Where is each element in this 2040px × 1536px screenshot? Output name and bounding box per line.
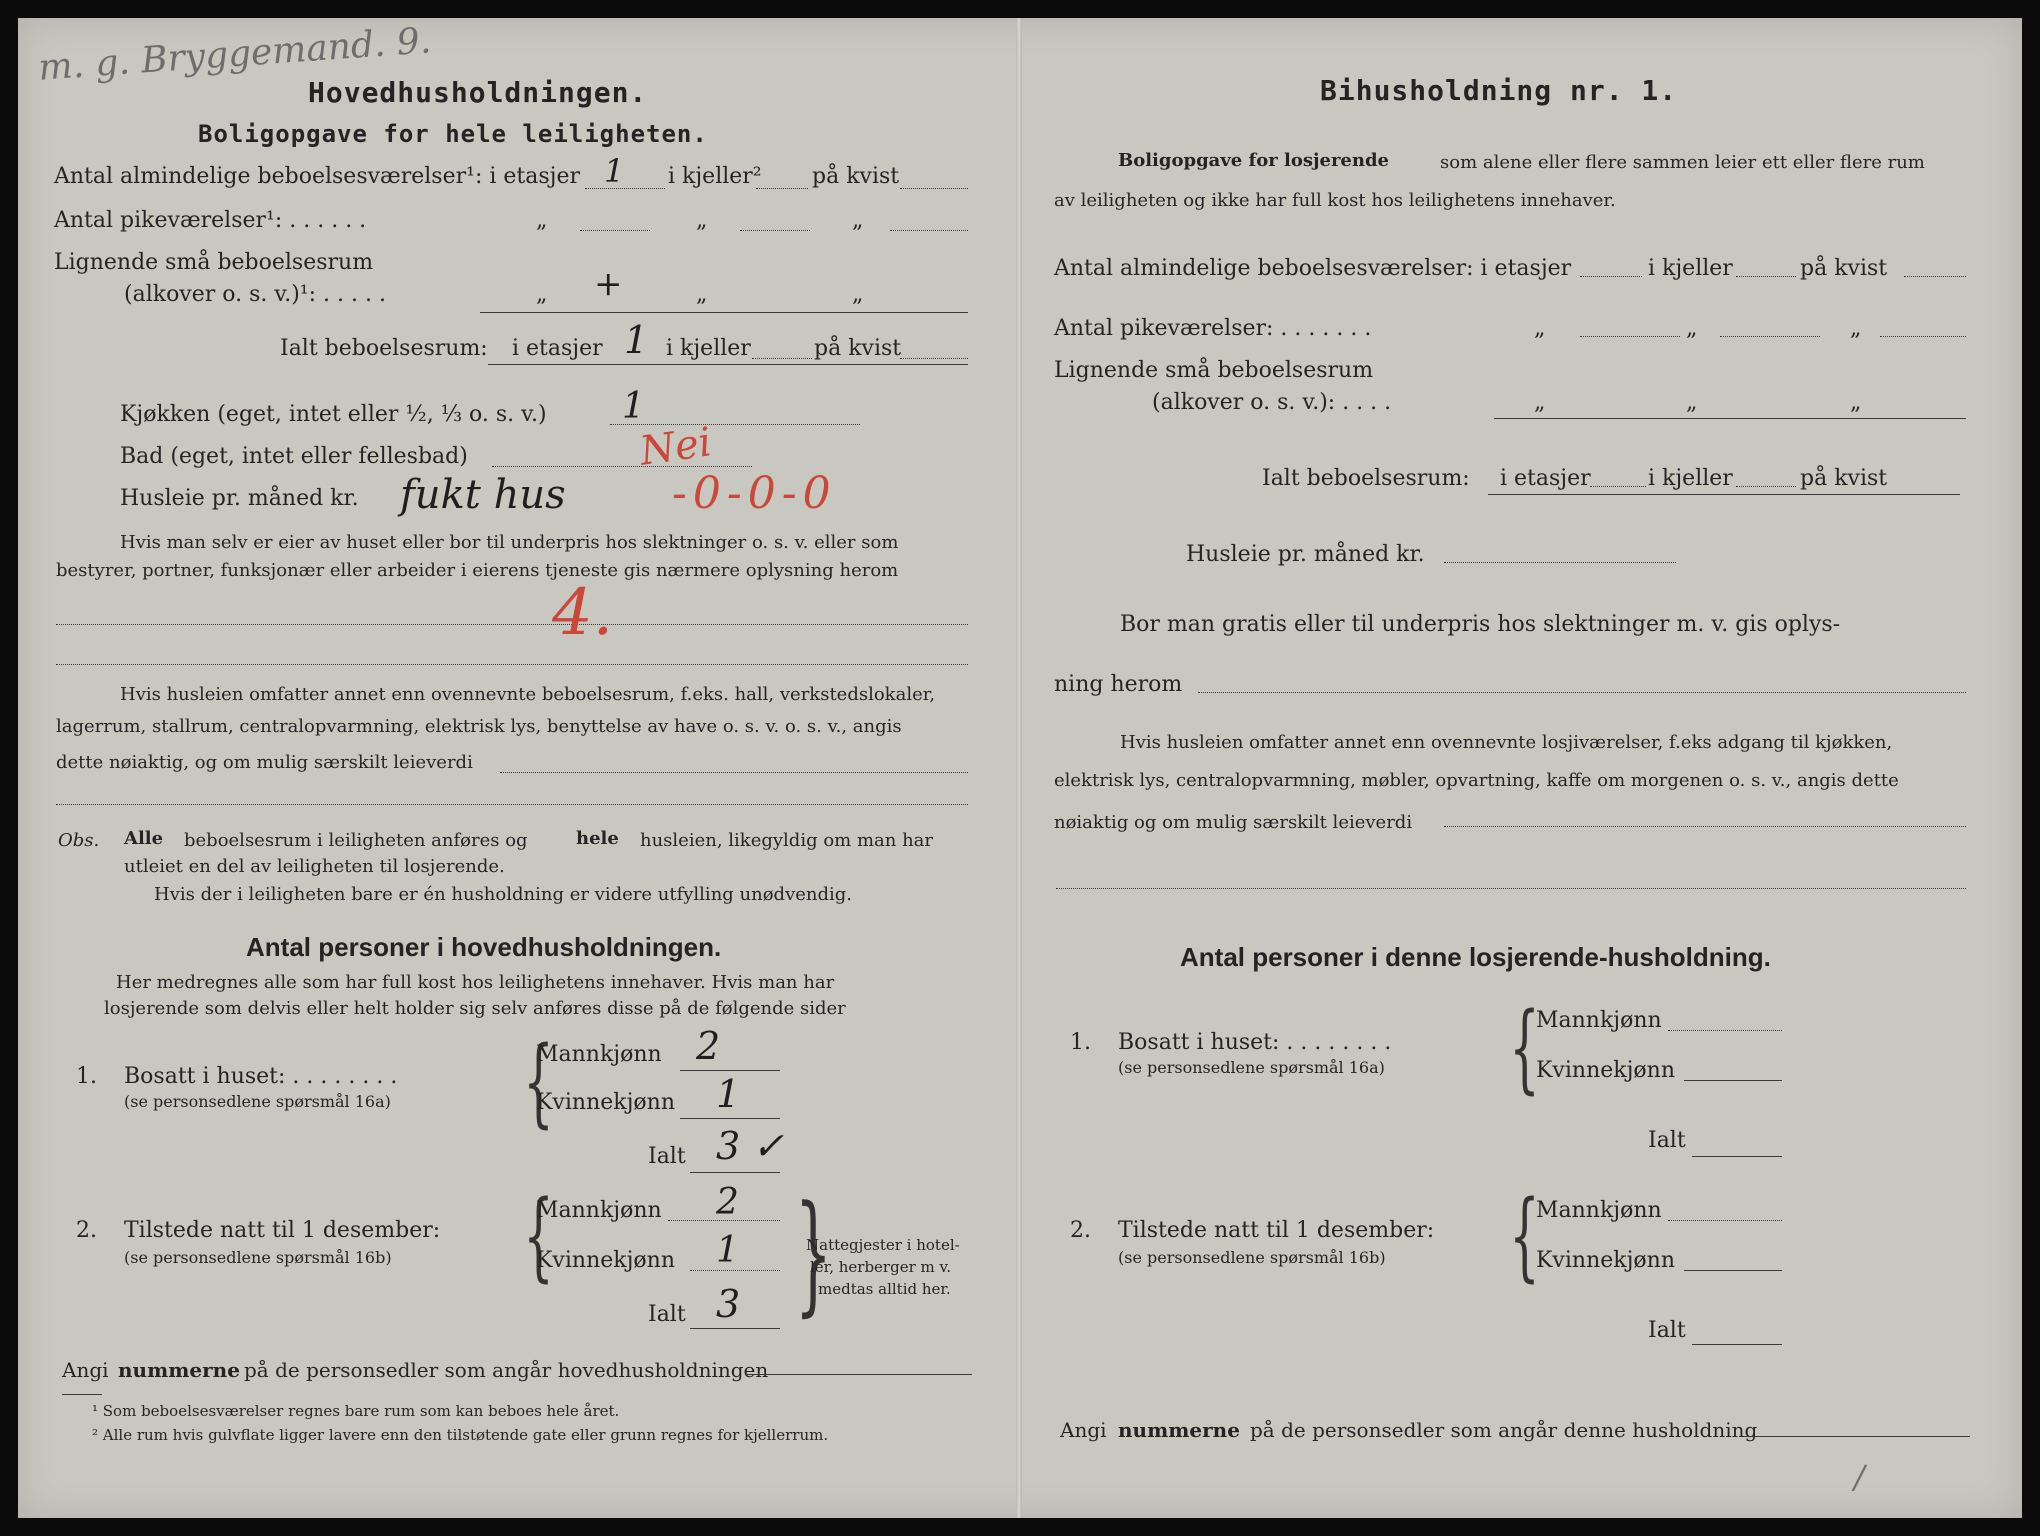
handwritten-four: 4. bbox=[552, 576, 614, 650]
r-angi-text: på de personsedler som angår denne husholdning bbox=[1250, 1418, 1758, 1442]
q1-male-field[interactable] bbox=[680, 1070, 780, 1071]
pencil-mark: / bbox=[1854, 1458, 1865, 1496]
r-rooms-kvist-label: på kvist bbox=[1800, 256, 1888, 281]
r-includes-field[interactable] bbox=[1444, 826, 1966, 827]
r-rent-field[interactable] bbox=[1444, 562, 1676, 563]
rooms-kvist-field[interactable] bbox=[900, 188, 968, 189]
r-total-kvist-label: på kvist bbox=[1800, 466, 1888, 491]
r-total-kjeller-field[interactable] bbox=[1736, 486, 1796, 487]
rooms-kjeller-field[interactable] bbox=[756, 188, 808, 189]
total-kvist-field[interactable] bbox=[900, 358, 968, 359]
rooms-kjeller-label: i kjeller² bbox=[668, 164, 762, 189]
rent-includes-line2: lagerrum, stallrum, centralopvarmning, elektrisk lys, benyttelse av have o. s. v. o. s. v., angis bbox=[56, 716, 902, 737]
r-includes-field-2[interactable] bbox=[1056, 888, 1966, 889]
q2-brace: { bbox=[523, 1180, 554, 1292]
r-q2-number: 2. bbox=[1070, 1218, 1091, 1243]
r-q2-label: Tilstede natt til 1 desember: bbox=[1118, 1218, 1435, 1243]
angi-label: Angi bbox=[62, 1358, 109, 1382]
q2-total-label: Ialt bbox=[648, 1302, 686, 1327]
r-total-etasjer-field[interactable] bbox=[1590, 486, 1646, 487]
kitchen-label: Kjøkken (eget, intet eller ½, ⅓ o. s. v.) bbox=[120, 402, 547, 427]
q1-female-field[interactable] bbox=[680, 1118, 780, 1119]
q2-number: 2. bbox=[76, 1218, 97, 1243]
r-q2-brace: { bbox=[1509, 1180, 1540, 1292]
r-rooms-kjeller-label: i kjeller bbox=[1648, 256, 1733, 281]
r-total-rooms-label: Ialt beboelsesrum: bbox=[1262, 466, 1470, 491]
page-title: Hovedhusholdningen. bbox=[308, 76, 648, 109]
intro-line2: av leiligheten og ikke har full kost hos leilighetens innehaver. bbox=[1054, 190, 1616, 211]
ditto-mark: „ bbox=[1850, 390, 1862, 415]
q1-total-value: 3 ✓ bbox=[716, 1124, 785, 1168]
rooms-etasjer-value: 1 bbox=[604, 152, 625, 190]
obs-text-1a: beboelsesrum i leiligheten anføres og bbox=[184, 830, 528, 851]
total-kjeller-label: i kjeller bbox=[666, 336, 751, 361]
kitchen-value: 1 bbox=[622, 386, 645, 427]
r-rooms-kvist-field[interactable] bbox=[1904, 276, 1966, 277]
owner-text-line1: Hvis man selv er eier av huset eller bor til underpris hos slektninger o. s. v. eller som bbox=[120, 532, 899, 553]
pencil-note: m. g. Bryggemand. 9. bbox=[37, 20, 433, 89]
ditto-mark: „ bbox=[1534, 390, 1546, 415]
total-etasjer-label: i etasjer bbox=[512, 336, 603, 361]
page-title-right: Bihusholdning nr. 1. bbox=[1320, 74, 1678, 107]
total-kjeller-field[interactable] bbox=[752, 358, 812, 359]
q1-total-field[interactable] bbox=[690, 1172, 780, 1173]
obs-text-3: Hvis der i leiligheten bare er én husholdning er videre utfylling unødvendig. bbox=[154, 884, 853, 905]
rooms-label: Antal almindelige beboelsesværelser¹: i etasjer bbox=[54, 164, 581, 189]
rooms-kvist-label: på kvist bbox=[812, 164, 900, 189]
obs-hele: hele bbox=[576, 828, 619, 849]
q2-female-label: Kvinnekjønn bbox=[536, 1248, 675, 1273]
q2-male-label: Mannkjønn bbox=[536, 1198, 662, 1223]
r-alkover-label: (alkover o. s. v.): . . . . bbox=[1152, 390, 1392, 415]
r-maid-rooms-label: Antal pikeværelser: . . . . . . . bbox=[1054, 316, 1372, 341]
q1-subtext: (se personsedlene spørsmål 16a) bbox=[124, 1092, 391, 1111]
r-rooms-label: Antal almindelige beboelsesværelser: i etasjer bbox=[1054, 256, 1572, 281]
footnote-rule bbox=[62, 1394, 102, 1395]
ditto-mark: „ bbox=[1534, 316, 1546, 341]
kitchen-field[interactable] bbox=[610, 424, 860, 425]
bath-value: Nei bbox=[637, 419, 715, 475]
rent-includes-field-2[interactable] bbox=[56, 804, 968, 805]
total-underline bbox=[488, 364, 968, 365]
rent-amount: -0-0-0 bbox=[672, 468, 837, 519]
persons-title: Antal personer i hovedhusholdningen. bbox=[246, 932, 722, 962]
rooms-etasjer-field[interactable] bbox=[585, 188, 665, 189]
persons-text-1: Her medregnes alle som har full kost hos leilighetens innehaver. Hvis man har bbox=[116, 972, 835, 993]
r-maid-etasjer-field[interactable] bbox=[1580, 336, 1680, 337]
r-small-rooms-label: Lignende små beboelsesrum bbox=[1054, 358, 1374, 383]
r-q2-female-label: Kvinnekjønn bbox=[1536, 1248, 1675, 1273]
night-guests-note-2: ler, herberger m v. bbox=[810, 1258, 951, 1276]
q2-label: Tilstede natt til 1 desember: bbox=[124, 1218, 441, 1243]
total-etasjer-value: 1 bbox=[624, 318, 649, 362]
r-q1-male-field[interactable] bbox=[1668, 1030, 1782, 1031]
q2-right-brace: } bbox=[794, 1177, 832, 1329]
r-q1-brace: { bbox=[1509, 992, 1540, 1104]
q2-female-field[interactable] bbox=[690, 1270, 780, 1271]
r-q2-subtext: (se personsedlene spørsmål 16b) bbox=[1118, 1248, 1386, 1267]
q2-female-value: 1 bbox=[716, 1230, 739, 1271]
maid-kjeller-field[interactable] bbox=[740, 230, 810, 231]
r-q1-male-label: Mannkjønn bbox=[1536, 1008, 1662, 1033]
r-q2-total-label: Ialt bbox=[1648, 1318, 1686, 1343]
obs-label: Obs. bbox=[58, 830, 100, 851]
night-guests-note-3: medtas alltid her. bbox=[818, 1280, 951, 1298]
r-total-kjeller-label: i kjeller bbox=[1648, 466, 1733, 491]
q1-label: Bosatt i huset: . . . . . . . . bbox=[124, 1064, 398, 1089]
q1-female-value: 1 bbox=[716, 1072, 741, 1116]
maid-etasjer-field[interactable] bbox=[580, 230, 650, 231]
r-includes-line3: nøiaktig og om mulig særskilt leieverdi bbox=[1054, 812, 1413, 833]
maid-rooms-label: Antal pikeværelser¹: . . . . . . bbox=[54, 208, 367, 233]
bath-field[interactable] bbox=[492, 466, 752, 467]
r-q2-male-field[interactable] bbox=[1668, 1220, 1782, 1221]
r-q2-female-field[interactable] bbox=[1684, 1270, 1782, 1271]
page-subtitle: Boligopgave for hele leiligheten. bbox=[198, 120, 708, 148]
rent-label: Husleie pr. måned kr. bbox=[120, 486, 359, 511]
r-maid-kvist-field[interactable] bbox=[1880, 336, 1966, 337]
r-includes-line1: Hvis husleien omfatter annet enn ovennevnte losjiværelser, f.eks adgang til kjøkken, bbox=[1120, 732, 1893, 753]
ditto-mark: „ bbox=[696, 282, 708, 307]
r-q1-total-label: Ialt bbox=[1648, 1128, 1686, 1153]
total-rooms-label: Ialt beboelsesrum: bbox=[280, 336, 488, 361]
r-includes-line2: elektrisk lys, centralopvarmning, møbler, opvartning, kaffe om morgenen o. s. v., angis dette bbox=[1054, 770, 1899, 791]
alkover-line bbox=[480, 312, 968, 313]
q2-total-value: 3 bbox=[716, 1282, 741, 1326]
angi-text: på de personsedler som angår hovedhusholdningen bbox=[244, 1358, 769, 1382]
ditto-mark: „ bbox=[852, 282, 864, 307]
persons-text-2: losjerende som delvis eller helt holder sig selv anføres disse på de følgende sider bbox=[104, 998, 846, 1019]
r-gratis-line2: ning herom bbox=[1054, 672, 1183, 697]
intro-bold: Boligopgave for losjerende bbox=[1118, 150, 1390, 171]
owner-text-line2: bestyrer, portner, funksjonær eller arbeider i eierens tjeneste gis nærmere oplysning herom bbox=[56, 560, 899, 581]
q1-male-label: Mannkjønn bbox=[536, 1042, 662, 1067]
r-gratis-field[interactable] bbox=[1198, 692, 1966, 693]
ditto-mark: „ bbox=[1686, 316, 1698, 341]
maid-kvist-field[interactable] bbox=[890, 230, 968, 231]
ditto-mark: „ bbox=[852, 208, 864, 233]
ditto-mark: „ bbox=[696, 208, 708, 233]
r-q1-number: 1. bbox=[1070, 1030, 1091, 1055]
obs-alle: Alle bbox=[124, 828, 164, 849]
r-angi-nummerne: nummerne bbox=[1118, 1418, 1240, 1442]
ditto-mark: „ bbox=[1686, 390, 1698, 415]
rent-note: fukt hus bbox=[400, 472, 566, 518]
ditto-mark: „ bbox=[536, 282, 548, 307]
r-total-etasjer-label: i etasjer bbox=[1500, 466, 1591, 491]
q2-total-field[interactable] bbox=[690, 1328, 780, 1329]
angi-nummerne: nummerne bbox=[118, 1358, 240, 1382]
ditto-mark: „ bbox=[536, 208, 548, 233]
owner-field-2[interactable] bbox=[56, 664, 968, 665]
r-rent-label: Husleie pr. måned kr. bbox=[1186, 542, 1425, 567]
page-fold bbox=[1016, 18, 1022, 1518]
q1-total-label: Ialt bbox=[648, 1144, 686, 1169]
night-guests-note-1: Nattegjester i hotel- bbox=[806, 1236, 960, 1254]
r-q1-subtext: (se personsedlene spørsmål 16a) bbox=[1118, 1058, 1385, 1077]
q2-male-field[interactable] bbox=[668, 1220, 780, 1221]
q1-female-label: Kvinnekjønn bbox=[536, 1090, 675, 1115]
alkover-value: + bbox=[594, 264, 623, 304]
angi-field[interactable] bbox=[746, 1374, 972, 1375]
r-gratis-line1: Bor man gratis eller til underpris hos slektninger m. v. gis oplys- bbox=[1120, 612, 1841, 637]
r-maid-kjeller-field[interactable] bbox=[1720, 336, 1820, 337]
alkover-label: (alkover o. s. v.)¹: . . . . . bbox=[124, 282, 386, 307]
small-rooms-label: Lignende små beboelsesrum bbox=[54, 250, 374, 275]
r-q1-label: Bosatt i huset: . . . . . . . . bbox=[1118, 1030, 1392, 1055]
ditto-mark: „ bbox=[1850, 316, 1862, 341]
obs-text-1b: husleien, likegyldig om man har bbox=[640, 830, 933, 851]
q2-subtext: (se personsedlene spørsmål 16b) bbox=[124, 1248, 392, 1267]
q1-number: 1. bbox=[76, 1064, 97, 1089]
q2-male-value: 2 bbox=[716, 1182, 739, 1223]
q1-brace: { bbox=[523, 1026, 554, 1138]
obs-text-2: utleiet en del av leiligheten til losjerende. bbox=[124, 856, 505, 877]
r-rooms-kjeller-field[interactable] bbox=[1736, 276, 1796, 277]
r-total-underline bbox=[1488, 494, 1960, 495]
rent-includes-line3: dette nøiaktig, og om mulig særskilt leieverdi bbox=[56, 752, 473, 773]
r-q2-male-label: Mannkjønn bbox=[1536, 1198, 1662, 1223]
rent-includes-field[interactable] bbox=[500, 772, 968, 773]
r-q1-female-label: Kvinnekjønn bbox=[1536, 1058, 1675, 1083]
r-angi-field[interactable] bbox=[1744, 1436, 1970, 1437]
q1-male-value: 2 bbox=[696, 1024, 721, 1068]
total-kvist-label: på kvist bbox=[814, 336, 902, 361]
r-q1-total-field[interactable] bbox=[1692, 1156, 1782, 1157]
r-alkover-line bbox=[1494, 418, 1966, 419]
intro-line1: som alene eller flere sammen leier ett eller flere rum bbox=[1440, 152, 1925, 173]
r-persons-title: Antal personer i denne losjerende-husholdning. bbox=[1180, 942, 1771, 972]
r-rooms-etasjer-field[interactable] bbox=[1580, 276, 1642, 277]
footnote-1: ¹ Som beboelsesværelser regnes bare rum som kan beboes hele året. bbox=[92, 1402, 620, 1420]
owner-field-1[interactable] bbox=[56, 624, 968, 625]
bath-label: Bad (eget, intet eller fellesbad) bbox=[120, 444, 468, 469]
rent-includes-line1: Hvis husleien omfatter annet enn ovennevnte beboelsesrum, f.eks. hall, verkstedslokaler, bbox=[120, 684, 936, 705]
r-angi-label: Angi bbox=[1060, 1418, 1107, 1442]
r-q1-female-field[interactable] bbox=[1684, 1080, 1782, 1081]
r-q2-total-field[interactable] bbox=[1692, 1344, 1782, 1345]
footnote-2: ² Alle rum hvis gulvflate ligger lavere enn den tilstøtende gate eller grunn regnes for kjellerrum. bbox=[92, 1426, 829, 1444]
